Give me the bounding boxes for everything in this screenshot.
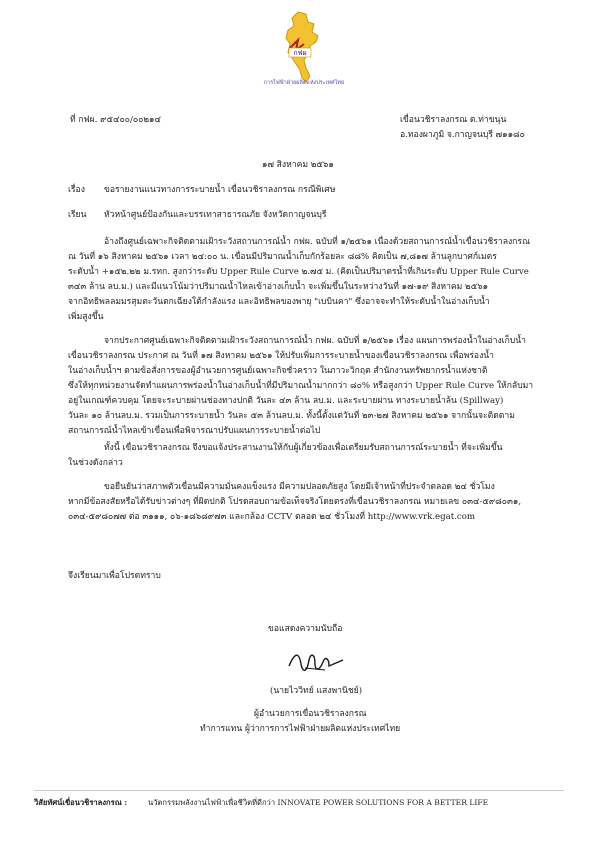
closing-request: จึงเรียนมาเพื่อโปรดทราบ [68, 571, 161, 581]
footer-label: วิสัยทัศน์เขื่อนวชิราลงกรณ : [34, 798, 128, 807]
subject-label: เรื่อง [68, 185, 85, 195]
signature [285, 648, 347, 678]
body-line: เพิ่มสูงขึ้น [68, 312, 104, 322]
signer-name: (นายไววิทย์ แสงพานิชย์) [270, 686, 363, 696]
signature-icon [285, 648, 347, 678]
footer-text: นวัตกรรมพลังงานไฟฟ้าเพื่อชีวิตที่ดีกว่า INNOVATE POWER SOLUTIONS FOR A BETTER LIFE [148, 798, 489, 807]
body-line: ระดับน้ำ +๑๕๒.๒๒ ม.รทก. สูงกว่าระดับ Upper Rule Curve ๒.๗๕ ม. (คิดเป็นปริมาตรน้ำที่เกินระดับ Upper Rule Curve [68, 267, 529, 277]
body-line: ขอยืนยันว่าสภาพตัวเขื่อนมีความมั่นคงแข็งแรง มีความปลอดภัยสูง โดยมีเจ้าหน้าที่ประจำตลอด ๒๔ ชั่วโมง [104, 482, 495, 492]
body-line: ณ วันที่ ๑๖ สิงหาคม ๒๕๖๑ เวลา ๒๔:๐๐ น. เขื่อนมีปริมาณน้ำเก็บกักร้อยละ ๘๘% คิดเป็น ๗,๘๑๗ ล้านลูกบาศก์เมตร [68, 252, 497, 262]
body-line: อ้างถึงศูนย์เฉพาะกิจติดตามเฝ้าระวังสถานการณ์น้ำ กฟผ. ฉบับที่ ๑/๒๕๖๑ เนื่องด้วยสถานการณ์น้ำเขื่อนวชิราลงกรณ [104, 237, 530, 247]
recipient-label: เรียน [68, 210, 87, 220]
recipient-text: หัวหน้าศูนย์ป้องกันและบรรเทาสาธารณภัย จังหวัดกาญจนบุรี [104, 210, 327, 220]
salutation: ขอแสดงความนับถือ [268, 624, 343, 634]
signer-title-1: ผู้อำนวยการเขื่อนวชิราลงกรณ [254, 709, 367, 719]
body-line: จากประกาศศูนย์เฉพาะกิจติดตามเฝ้าระวังสถานการณ์น้ำ กฟผ. ฉบับที่ ๑/๒๕๖๑ เรื่อง แผนการพร่องน้ำในอ่างเก็บน้ำ [104, 336, 526, 346]
address-line-1: เขื่อนวชิราลงกรณ ต.ท่าขนุน [400, 115, 507, 125]
address-line-2: อ.ทองผาภูมิ จ.กาญจนบุรี ๗๑๑๘๐ [400, 130, 525, 140]
subject-text: ขอรายงานแนวทางการระบายน้ำ เขื่อนวชิราลงกรณ กรณีพิเศษ [104, 185, 336, 195]
footer-divider [34, 790, 564, 791]
body-line: หากมีข้อสงสัยหรือได้รับข่าวต่างๆ ที่ผิดปกติ โปรดสอบถามข้อเท็จจริงโดยตรงที่เขื่อนวชิราลงกรณ หมายเลข ๐๓๔-๕๙๘๐๓๑, [68, 497, 522, 507]
signer-title-2: ทำการแทน ผู้ว่าการการไฟฟ้าฝ่ายผลิตแห่งประเทศไทย [200, 724, 401, 734]
body-line: ๐๓๔-๕๙๘๐๗๗ ต่อ ๓๑๑๑, ๐๖-๑๘๖๘๙๗๓ และกล้อง CCTV ตลอด ๒๔ ชั่วโมงที่ http://www.vrk.egat.com [68, 512, 476, 522]
body-line: อยู่ในเกณฑ์ควบคุม โดยจะระบายผ่านช่องทางปกติ วันละ ๔๓ ล้าน ลบ.ม. และระบายผ่าน ทางระบายน้ำล้น (Spillway) [68, 396, 504, 406]
doc-number: ที่ กฟผ. ๙๕๔๐๐/๐๐๒๑๔ [70, 115, 161, 125]
body-line: ทั้งนี้ เขื่อนวชิราลงกรณ จึงขอแจ้งประสานงานให้กับผู้เกี่ยวข้องเพื่อเตรียมรับสถานการณ์ระบายน้ำ ที่จะเพิ่มขึ้น [104, 443, 503, 453]
body-line: ซึ่งให้ทุกหน่วยงานจัดทำแผนการพร่องน้ำในอ่างเก็บน้ำที่มีปริมาณน้ำมากกว่า ๘๐% หรือสูงกว่า Upper Rule Curve ให้กลับมา [68, 381, 534, 391]
logo-caption: การไฟฟ้าฝ่ายผลิตแห่งประเทศไทย [263, 80, 345, 86]
body-line: ๓๔๓ ล้าน ลบ.ม.) และมีแนวโน้มว่าปริมาณน้ำไหลเข้าอ่างเก็บน้ำ จะเพิ่มขึ้นในระหว่างวันที่ ๑๗-๑๙ สิงหาคม ๒๕๖๑ [68, 282, 489, 292]
body-line: ในอ่างเก็บน้ำฯ ตามข้อสั่งการของผู้อำนวยการศูนย์เฉพาะกิจชั่วคราว ในภาวะวิกฤต สำนักงานทรัพยากรน้ำแห่งชาติ [68, 366, 488, 376]
date: ๑๗ สิงหาคม ๒๕๖๑ [262, 160, 334, 170]
body-line: จากอิทธิพลลมมรสุมตะวันตกเฉียงใต้กำลังแรง และอิทธิพลของพายุ "เบบินคา" ซึ่งอาจจะทำให้ระดับน้ำในอ่างเก็บน้ำ [68, 297, 490, 307]
body-line: ในช่วงดังกล่าว [68, 458, 123, 468]
logo-text: กฟผ [293, 49, 307, 57]
body-line: สถานการณ์น้ำไหลเข้าเขื่อนเพื่อพิจารณาปรับแผนการระบายน้ำต่อไป [68, 426, 321, 436]
egat-logo [268, 10, 338, 86]
body-line: เขื่อนวชิราลงกรณ ประกาศ ณ วันที่ ๑๗ สิงหาคม ๒๕๖๑ ให้ปรับเพิ่มการระบายน้ำของเขื่อนวชิราลงกรณ เพื่อพร่องน้ำ [68, 351, 494, 361]
egat-logo-icon [268, 10, 338, 86]
body-line: วันละ ๑๐ ล้านลบ.ม. รวมเป็นการระบายน้ำ วันละ ๕๓ ล้านลบ.ม. ทั้งนี้ตั้งแต่วันที่ ๒๓-๒๗ สิงหาคม ๒๕๖๑ จากนั้นจะติดตาม [68, 411, 515, 421]
